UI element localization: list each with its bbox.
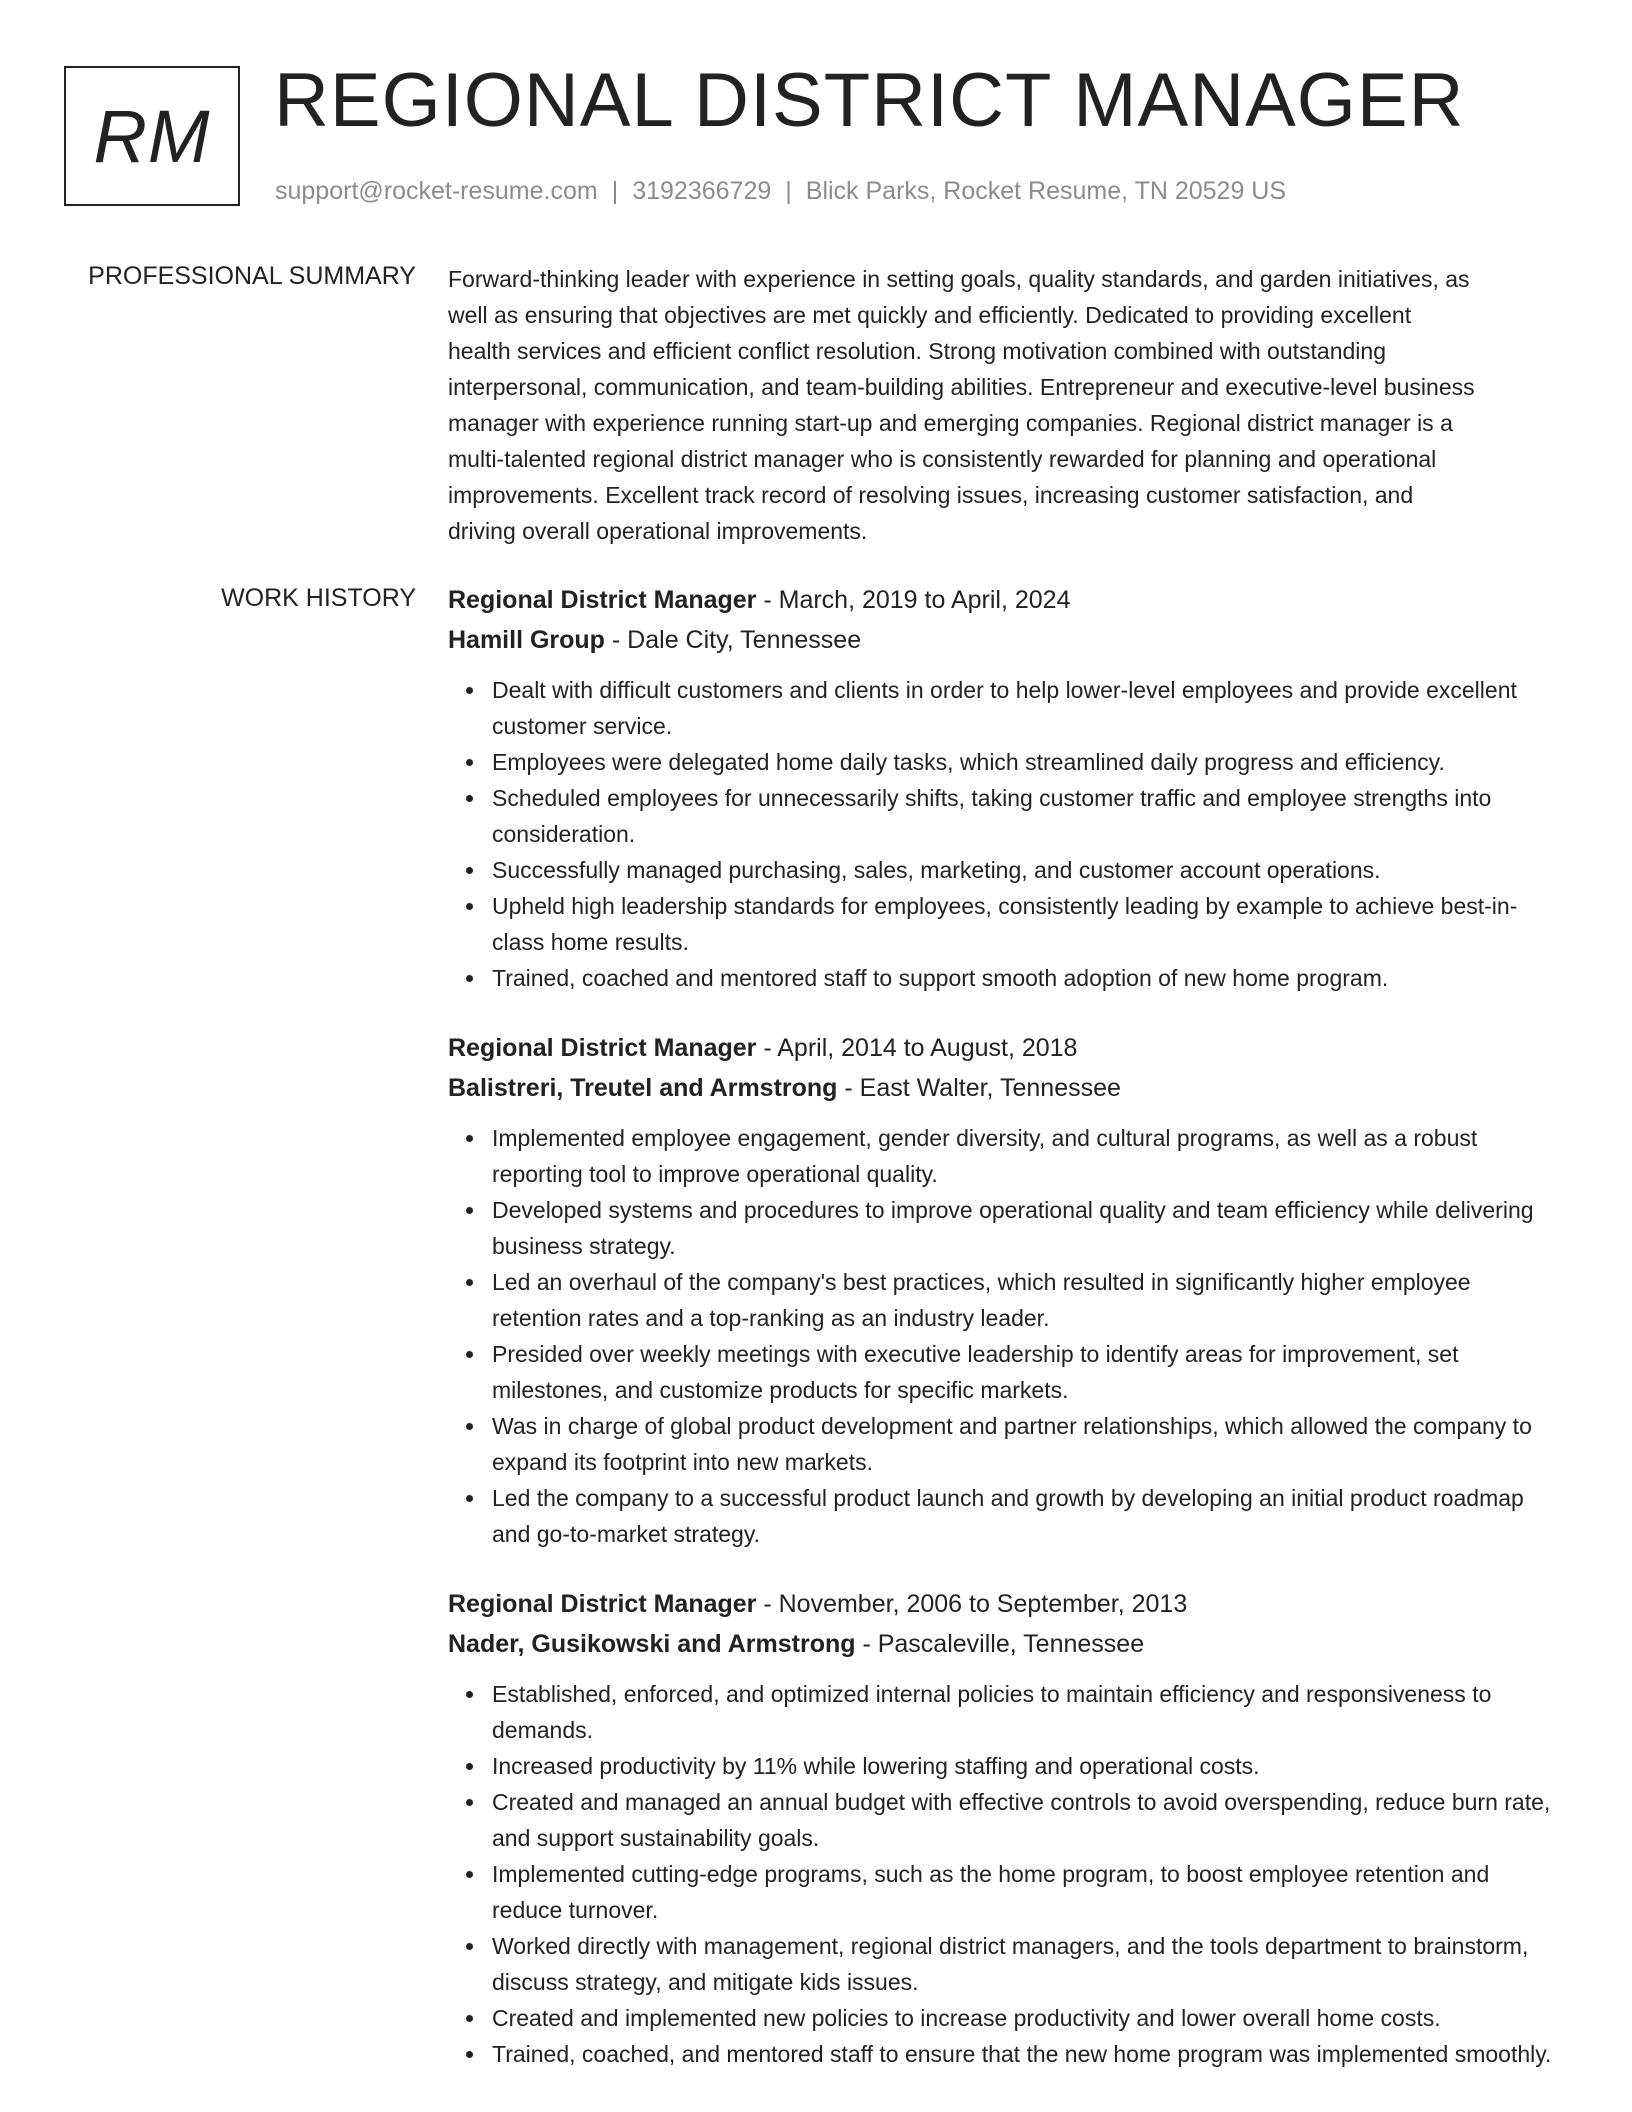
job-bullet-text: Increased productivity by 11% while lowering staffing and operational costs.: [492, 1753, 1260, 1779]
summary-line: well as ensuring that objectives are met quickly and efficiently. Dedicated to providing excellent: [448, 302, 1412, 328]
job-bullet: [492, 1192, 1560, 1264]
bullet-dot-icon: [466, 867, 473, 874]
contact-separator: |: [785, 177, 792, 205]
job-bullet: [492, 1120, 1560, 1192]
job-bullet: [492, 888, 1560, 960]
summary-line: manager with experience running start-up and emerging companies. Regional district manager is a: [448, 410, 1453, 436]
job-company: Hamill Group: [448, 626, 605, 654]
bullet-dot-icon: [466, 1207, 473, 1214]
job-bullet-text: Established, enforced, and optimized internal policies to maintain efficiency and responsiveness to demands.: [492, 1681, 1492, 1743]
job-bullet-text: Developed systems and procedures to improve operational quality and team efficiency while delivering business strategy.: [492, 1197, 1534, 1259]
job-bullet: [492, 744, 1560, 780]
job-company-line: [448, 620, 1560, 660]
job-bullet: [492, 672, 1560, 744]
job-bullet: [492, 1748, 1560, 1784]
bullet-dot-icon: [466, 1279, 473, 1286]
bullet-dot-icon: [466, 1135, 473, 1142]
job-bullet-list: [448, 1676, 1560, 2072]
bullet-dot-icon: [466, 759, 473, 766]
job-title-line: [448, 1028, 1560, 1068]
job-dates: - March, 2019 to April, 2024: [756, 586, 1071, 614]
summary-line: driving overall operational improvements.: [448, 518, 868, 544]
job-bullet-text: Created and managed an annual budget with effective controls to avoid overspending, reduce burn rate, and support sustainability goals.: [492, 1789, 1551, 1851]
work-history-body: [448, 580, 1560, 2104]
job-company: Balistreri, Treutel and Armstrong: [448, 1074, 838, 1102]
section-heading-summary: PROFESSIONAL SUMMARY: [88, 262, 416, 290]
job-bullet: [492, 1480, 1560, 1552]
bullet-dot-icon: [466, 1423, 473, 1430]
job-bullet: [492, 1856, 1560, 1928]
summary-line: health services and efficient conflict resolution. Strong motivation combined with outstanding: [448, 338, 1386, 364]
summary-line: improvements. Excellent track record of resolving issues, increasing customer satisfaction, and: [448, 482, 1414, 508]
job-bullet-list: [448, 1120, 1560, 1552]
monogram-initials: RM: [93, 94, 211, 178]
bullet-dot-icon: [466, 903, 473, 910]
job-bullet-text: Scheduled employees for unnecessarily shifts, taking customer traffic and employee strengths into consideration.: [492, 785, 1492, 847]
summary-line: interpersonal, communication, and team-building abilities. Entrepreneur and executive-level business: [448, 374, 1475, 400]
job-company-line: [448, 1068, 1560, 1108]
job-title: Regional District Manager: [448, 586, 757, 614]
job-bullet-text: Led the company to a successful product launch and growth by developing an initial product roadmap and go-to-market strategy.: [492, 1485, 1524, 1547]
job-entry: [448, 1584, 1560, 2072]
job-bullet-text: Worked directly with management, regional district managers, and the tools department to brainstorm, discuss strategy, and mitigate kids issues.: [492, 1933, 1529, 1995]
job-company-line: [448, 1624, 1560, 1664]
monogram-badge: [64, 66, 240, 206]
job-title: Regional District Manager: [448, 1590, 757, 1618]
job-bullet-text: Trained, coached and mentored staff to support smooth adoption of new home program.: [492, 965, 1389, 991]
job-location: - East Walter, Tennessee: [837, 1074, 1121, 1102]
bullet-dot-icon: [466, 1871, 473, 1878]
summary-line: multi-talented regional district manager who is consistently rewarded for planning and operational: [448, 446, 1437, 472]
job-dates: - November, 2006 to September, 2013: [756, 1590, 1188, 1618]
job-title-line: [448, 580, 1560, 620]
job-bullet: [492, 1784, 1560, 1856]
job-bullet-text: Upheld high leadership standards for employees, consistently leading by example to achieve best-in-class home results.: [492, 893, 1518, 955]
bullet-dot-icon: [466, 975, 473, 982]
job-bullet-text: Employees were delegated home daily tasks, which streamlined daily progress and efficiency.: [492, 749, 1445, 775]
bullet-dot-icon: [466, 2015, 473, 2022]
bullet-dot-icon: [466, 687, 473, 694]
bullet-dot-icon: [466, 1351, 473, 1358]
job-dates: - April, 2014 to August, 2018: [756, 1034, 1078, 1062]
job-location: - Pascaleville, Tennessee: [855, 1630, 1145, 1658]
job-bullet-text: Led an overhaul of the company's best practices, which resulted in significantly higher employee retention rates and a top-ranking as an industry leader.: [492, 1269, 1471, 1331]
job-bullet: [492, 2000, 1560, 2036]
section-heading-work-history: WORK HISTORY: [221, 584, 416, 612]
job-location: - Dale City, Tennessee: [604, 626, 862, 654]
page-title: REGIONAL DISTRICT MANAGER: [274, 58, 1465, 143]
bullet-dot-icon: [466, 2051, 473, 2058]
job-bullet-text: Implemented employee engagement, gender diversity, and cultural programs, as well as a robust reporting tool to improve operational quality.: [492, 1125, 1478, 1187]
job-bullet: [492, 852, 1560, 888]
bullet-dot-icon: [466, 1943, 473, 1950]
job-bullet-text: Created and implemented new policies to increase productivity and lower overall home costs.: [492, 2005, 1441, 2031]
job-bullet-text: Trained, coached, and mentored staff to ensure that the new home program was implemented smoothly.: [492, 2041, 1552, 2067]
job-bullet: [492, 1264, 1560, 1336]
job-bullet-text: Presided over weekly meetings with executive leadership to identify areas for improvement, set milestones, and customize products for specific markets.: [492, 1341, 1459, 1403]
job-title: Regional District Manager: [448, 1034, 757, 1062]
contact-email: support@rocket-resume.com: [275, 177, 598, 205]
summary-line: Forward-thinking leader with experience in setting goals, quality standards, and garden initiatives, as: [448, 266, 1470, 292]
contact-phone: 3192366729: [632, 177, 772, 205]
bullet-dot-icon: [466, 1495, 473, 1502]
job-bullet: [492, 780, 1560, 852]
contact-separator: |: [611, 177, 619, 205]
job-bullet: [492, 1408, 1560, 1480]
job-bullet-text: Dealt with difficult customers and clients in order to help lower-level employees and provide excellent customer service.: [492, 677, 1517, 739]
job-bullet: [492, 1676, 1560, 1748]
job-bullet: [492, 1928, 1560, 2000]
job-bullet: [492, 1336, 1560, 1408]
contact-address: Blick Parks, Rocket Resume, TN 20529 US: [805, 177, 1287, 205]
bullet-dot-icon: [466, 1763, 473, 1770]
job-bullet-text: Implemented cutting-edge programs, such as the home program, to boost employee retention and reduce turnover.: [492, 1861, 1490, 1923]
job-entry: [448, 1028, 1560, 1552]
job-bullet: [492, 2036, 1560, 2072]
bullet-dot-icon: [466, 1799, 473, 1806]
job-entry: [448, 580, 1560, 996]
job-bullet: [492, 960, 1560, 996]
summary-body: [448, 261, 1560, 549]
contact-line: [275, 175, 1286, 207]
job-bullet-text: Was in charge of global product development and partner relationships, which allowed the company to expand its footprint into new markets.: [492, 1413, 1532, 1475]
job-bullet-list: [448, 672, 1560, 996]
job-bullet-text: Successfully managed purchasing, sales, marketing, and customer account operations.: [492, 857, 1381, 883]
bullet-dot-icon: [466, 1691, 473, 1698]
job-title-line: [448, 1584, 1560, 1624]
job-company: Nader, Gusikowski and Armstrong: [448, 1630, 856, 1658]
bullet-dot-icon: [466, 795, 473, 802]
